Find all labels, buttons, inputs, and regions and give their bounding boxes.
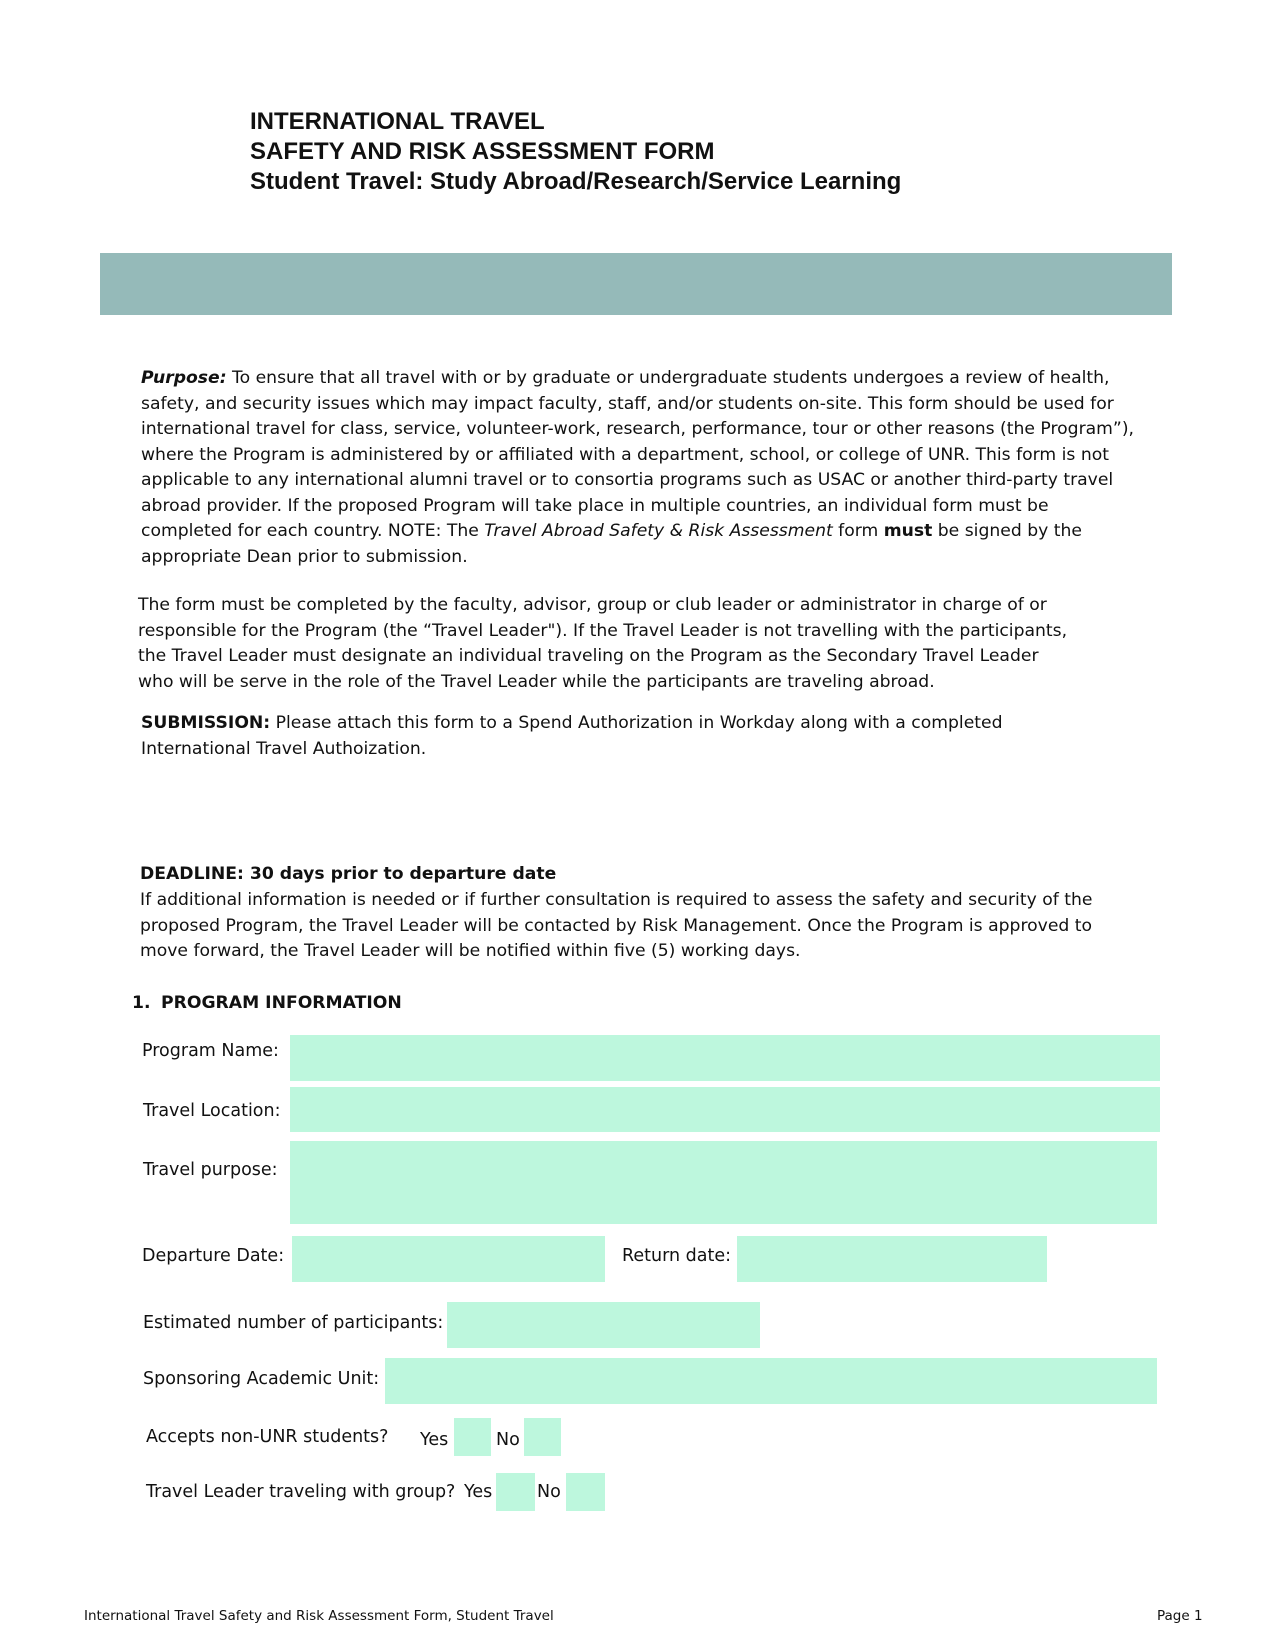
travel-purpose-input[interactable] — [290, 1141, 1157, 1224]
purpose-text-2: form — [832, 521, 884, 541]
section-number: 1. — [132, 993, 151, 1013]
form-title-line-2: SAFETY AND RISK ASSESSMENT FORM — [250, 138, 715, 165]
leader-traveling-yes-label: Yes — [464, 1482, 493, 1502]
leader-traveling-no-label: No — [537, 1482, 561, 1502]
program-name-label: Program Name: — [142, 1041, 279, 1061]
leader-traveling-label: Travel Leader traveling with group? — [146, 1482, 456, 1502]
participants-label: Estimated number of participants: — [143, 1313, 444, 1333]
travel-purpose-label: Travel purpose: — [143, 1160, 278, 1180]
departure-date-label: Departure Date: — [142, 1246, 285, 1266]
non-unr-yes-box[interactable] — [454, 1418, 491, 1456]
participants-input[interactable] — [447, 1302, 760, 1348]
non-unr-no-box[interactable] — [524, 1418, 561, 1456]
deadline-paragraph: If additional information is needed or if further consultation is required to assess the safety and security of the proposed Program, the Travel Leader will be contacted by Risk Management. Once the Program is approved to move forward, the Travel Leader will be notified within five (5) working days. — [140, 890, 1093, 961]
purpose-paragraph — [141, 366, 1141, 570]
leader-traveling-yes-box[interactable] — [496, 1473, 535, 1511]
travel-leader-paragraph: The form must be completed by the faculty, advisor, group or club leader or administrator in charge of or responsible for the Program (the “Travel Leader"). If the Travel Leader is not travelling with the participants, the Travel Leader must designate an individual traveling on the Program as the Secondary Travel Leader who will be serve in the role of the Travel Leader while the participants are traveling abroad. — [138, 595, 1068, 692]
footer-document-title: International Travel Safety and Risk Assessment Form, Student Travel — [84, 1608, 554, 1624]
return-date-input[interactable] — [737, 1236, 1047, 1282]
form-subtitle: Student Travel: Study Abroad/Research/Service Learning — [250, 168, 902, 195]
sponsoring-unit-label: Sponsoring Academic Unit: — [143, 1369, 380, 1389]
non-unr-yes-label: Yes — [420, 1430, 449, 1450]
purpose-label: Purpose: — [141, 368, 227, 388]
travel-location-input[interactable] — [290, 1087, 1160, 1132]
header-band — [100, 253, 1172, 315]
departure-date-input[interactable] — [292, 1236, 605, 1282]
deadline-heading: DEADLINE: 30 days prior to departure date — [140, 864, 557, 884]
form-title-line-1: INTERNATIONAL TRAVEL — [250, 108, 545, 135]
purpose-text-3: be signed by the appropriate Dean prior to submission. — [141, 521, 1082, 567]
submission-text: Please attach this form to a Spend Authorization in Workday along with a completed International Travel Authoization. — [141, 713, 1003, 759]
section-title: PROGRAM INFORMATION — [161, 993, 402, 1013]
purpose-must: must — [883, 521, 933, 541]
submission-paragraph — [141, 711, 1101, 762]
travel-location-label: Travel Location: — [143, 1101, 281, 1121]
sponsoring-unit-input[interactable] — [385, 1358, 1157, 1404]
non-unr-label: Accepts non-UNR students? — [146, 1427, 389, 1447]
program-name-input[interactable] — [290, 1035, 1160, 1081]
non-unr-no-label: No — [496, 1430, 520, 1450]
footer-page-number: Page 1 — [1157, 1608, 1203, 1624]
leader-traveling-no-box[interactable] — [566, 1473, 605, 1511]
submission-label: SUBMISSION: — [141, 713, 271, 733]
purpose-form-name: Travel Abroad Safety & Risk Assessment — [484, 521, 833, 541]
return-date-label: Return date: — [622, 1246, 731, 1266]
purpose-text-1: To ensure that all travel with or by graduate or undergraduate students undergoes a review of health, safety, and security issues which may impact faculty, staff, and/or students on-site. This form should be used for international travel for class, service, volunteer-work, research, performance, tour or other reasons (the Program”), where the Program is administered by or affiliated with a department, school, or college of UNR. This form is not applicable to any international alumni travel or to consortia programs such as USAC or another third-party travel abroad provider. If the proposed Program will take place in multiple countries, an individual form must be completed for each country. NOTE: The — [141, 368, 1134, 541]
